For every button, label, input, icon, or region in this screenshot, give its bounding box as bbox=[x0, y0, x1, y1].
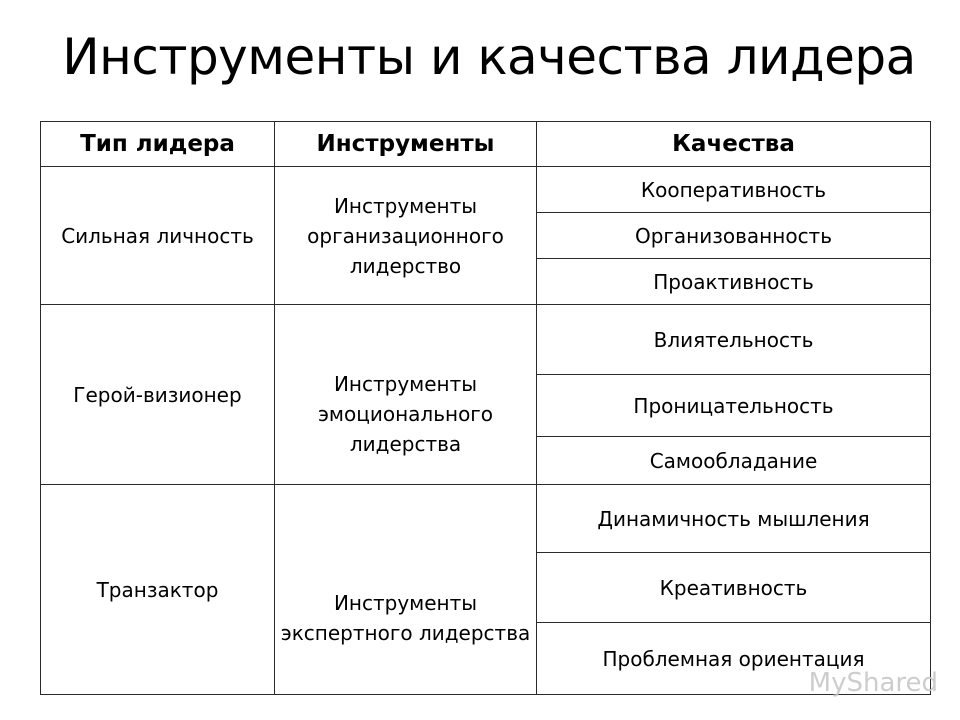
table-row bbox=[41, 167, 931, 213]
leader-tools-cell: Инструменты эмоционального лидерства bbox=[275, 305, 537, 485]
leader-tools-cell: Инструменты организационного лидерство bbox=[275, 167, 537, 305]
header-type: Тип лидера bbox=[41, 122, 275, 167]
quality-cell: Самообладание bbox=[537, 437, 931, 485]
leader-type-cell: Транзактор bbox=[41, 485, 275, 695]
quality-cell: Кооперативность bbox=[537, 167, 931, 213]
table-row bbox=[41, 305, 931, 375]
quality-cell: Креативность bbox=[537, 553, 931, 623]
quality-cell: Динамичность мышления bbox=[537, 485, 931, 553]
leader-type-cell: Сильная личность bbox=[41, 167, 275, 305]
quality-cell: Влиятельность bbox=[537, 305, 931, 375]
leader-tools-cell: Инструменты экспертного лидерства bbox=[275, 485, 537, 695]
leader-type-cell: Герой-визионер bbox=[41, 305, 275, 485]
header-qualities: Качества bbox=[537, 122, 931, 167]
table-row bbox=[41, 485, 931, 553]
quality-cell: Проактивность bbox=[537, 259, 931, 305]
quality-cell: Проницательность bbox=[537, 375, 931, 437]
leader-table bbox=[40, 121, 931, 695]
table-header-row bbox=[41, 122, 931, 167]
page-title: Инструменты и качества лидера bbox=[62, 28, 916, 86]
quality-cell: Проблемная ориентация bbox=[537, 623, 931, 695]
quality-cell: Организованность bbox=[537, 213, 931, 259]
watermark-logo: MyShared bbox=[808, 668, 938, 698]
header-tools: Инструменты bbox=[275, 122, 537, 167]
